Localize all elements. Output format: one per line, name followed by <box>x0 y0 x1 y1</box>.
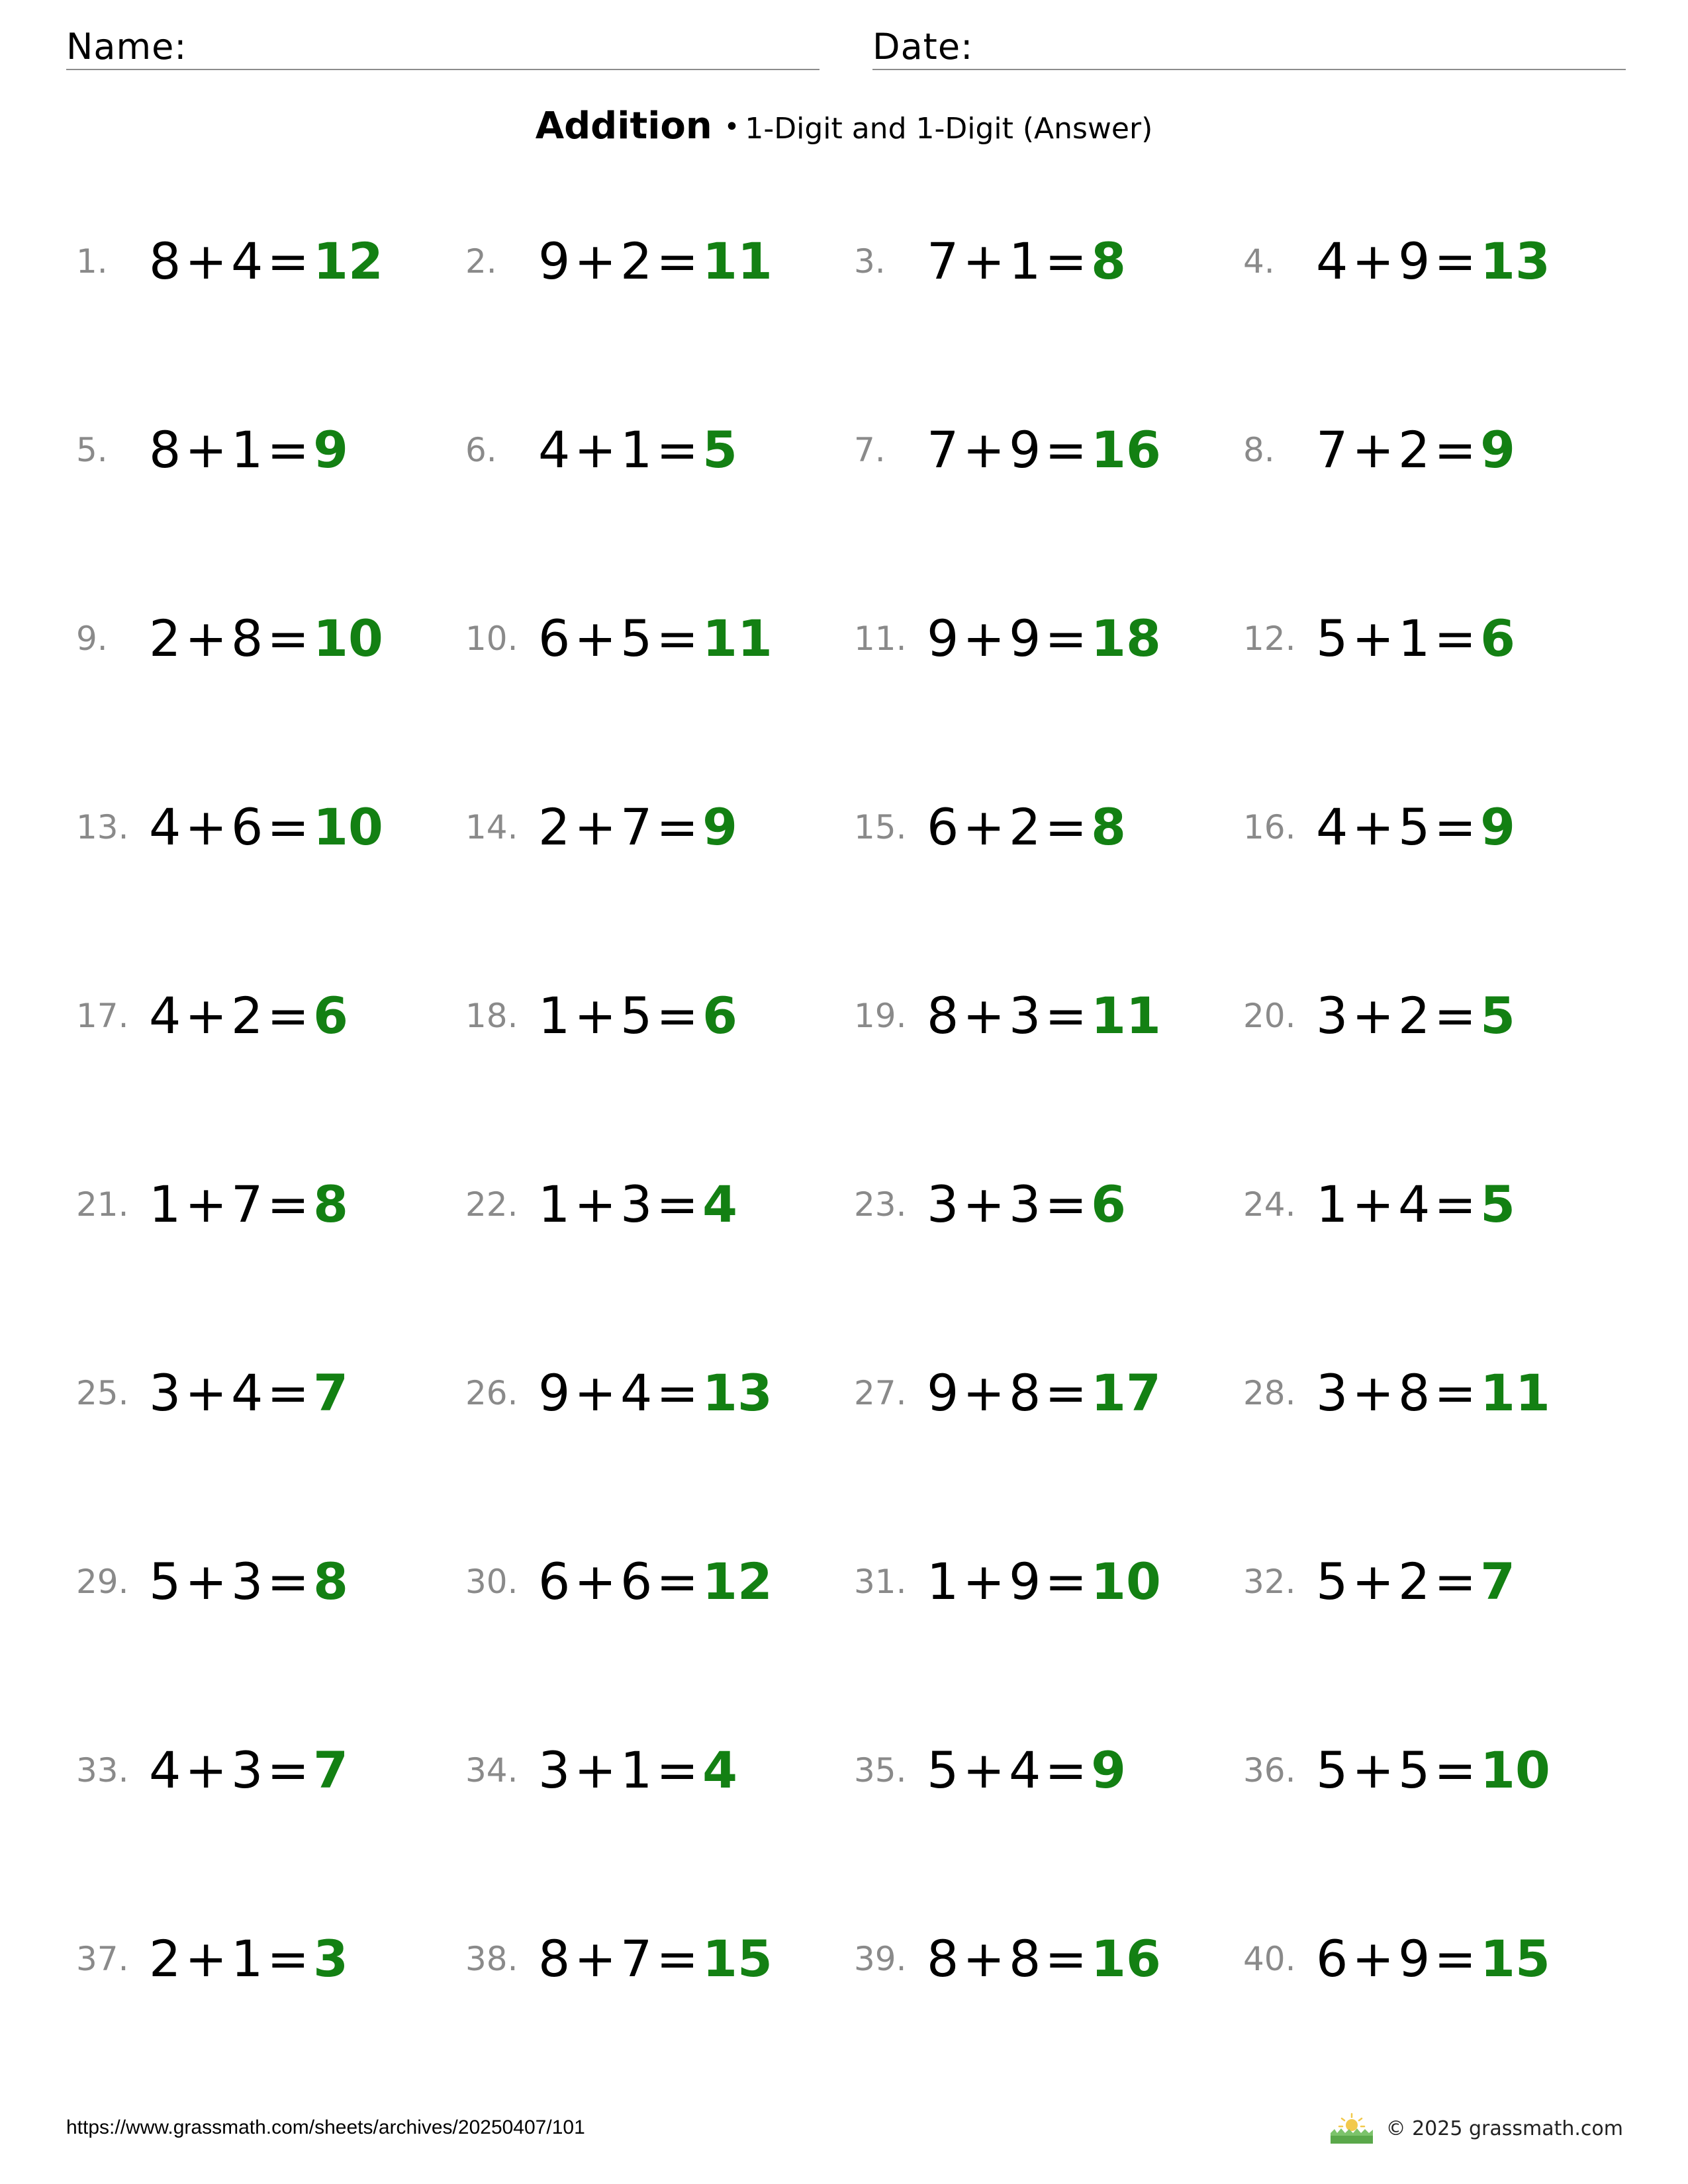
operand-b: 1 <box>620 1741 653 1799</box>
equals-sign: = <box>1045 232 1088 291</box>
answer: 13 <box>702 1363 773 1422</box>
problem-expression <box>149 1171 348 1238</box>
plus-sign: + <box>962 1552 1006 1611</box>
problem-expression <box>149 417 348 483</box>
problem-expression <box>927 794 1126 860</box>
operand-a: 2 <box>149 1929 181 1988</box>
problem-number: 8. <box>1243 431 1275 469</box>
problem-expression <box>538 1737 737 1803</box>
equals-sign: = <box>267 1929 310 1988</box>
problem-number: 35. <box>854 1751 907 1790</box>
operand-a: 8 <box>927 986 959 1045</box>
equals-sign: = <box>267 609 310 668</box>
answer: 7 <box>313 1741 348 1799</box>
plus-sign: + <box>574 797 617 856</box>
operand-b: 9 <box>1398 232 1430 291</box>
equals-sign: = <box>1434 1363 1477 1422</box>
answer: 4 <box>702 1741 737 1799</box>
plus-sign: + <box>185 609 228 668</box>
operand-a: 4 <box>149 1741 181 1799</box>
worksheet-title <box>0 105 1688 148</box>
plus-sign: + <box>185 986 228 1045</box>
problem-expression <box>538 794 737 860</box>
problem-expression <box>149 1549 348 1615</box>
problem-number: 18. <box>465 997 518 1035</box>
plus-sign: + <box>574 986 617 1045</box>
name-field[interactable] <box>66 25 820 70</box>
problem-number: 11. <box>854 619 907 658</box>
operand-a: 8 <box>149 420 181 479</box>
answer: 8 <box>313 1552 348 1611</box>
operand-b: 3 <box>1009 1175 1041 1234</box>
operand-b: 2 <box>1398 1552 1430 1611</box>
plus-sign: + <box>1352 1363 1395 1422</box>
plus-sign: + <box>574 1552 617 1611</box>
plus-sign: + <box>962 986 1006 1045</box>
operand-b: 1 <box>1009 232 1041 291</box>
problem-expression <box>927 1926 1161 1992</box>
operand-b: 3 <box>231 1552 263 1611</box>
operand-b: 3 <box>620 1175 653 1234</box>
equals-sign: = <box>656 1741 699 1799</box>
plus-sign: + <box>962 1741 1006 1799</box>
plus-sign: + <box>185 232 228 291</box>
plus-sign: + <box>574 1741 617 1799</box>
operand-a: 3 <box>538 1741 571 1799</box>
operand-a: 5 <box>1316 1741 1348 1799</box>
problem-number: 19. <box>854 997 907 1035</box>
equals-sign: = <box>1045 797 1088 856</box>
answer: 4 <box>702 1175 737 1234</box>
problem-expression <box>1316 1737 1550 1803</box>
plus-sign: + <box>574 1175 617 1234</box>
equals-sign: = <box>267 1175 310 1234</box>
problem-expression <box>149 228 383 295</box>
plus-sign: + <box>962 1929 1006 1988</box>
operand-a: 5 <box>927 1741 959 1799</box>
plus-sign: + <box>185 1741 228 1799</box>
plus-sign: + <box>185 1175 228 1234</box>
problem-number: 7. <box>854 431 886 469</box>
equals-sign: = <box>1434 797 1477 856</box>
problem-number: 26. <box>465 1374 518 1412</box>
answer: 8 <box>1091 232 1126 291</box>
problem-number: 23. <box>854 1185 907 1224</box>
operand-a: 7 <box>927 420 959 479</box>
operand-a: 6 <box>538 1552 571 1611</box>
answer: 6 <box>1480 609 1515 668</box>
operand-b: 2 <box>231 986 263 1045</box>
problem-number: 1. <box>76 242 108 281</box>
equals-sign: = <box>1045 1741 1088 1799</box>
answer: 15 <box>1480 1929 1550 1988</box>
equals-sign: = <box>656 1929 699 1988</box>
problem-expression <box>538 1360 773 1426</box>
plus-sign: + <box>1352 1552 1395 1611</box>
problem-expression <box>149 1926 348 1992</box>
operand-a: 1 <box>538 1175 571 1234</box>
plus-sign: + <box>185 1552 228 1611</box>
operand-b: 4 <box>231 232 263 291</box>
problem-number: 4. <box>1243 242 1275 281</box>
operand-b: 4 <box>1398 1175 1430 1234</box>
plus-sign: + <box>574 609 617 668</box>
title-bullet: • <box>724 112 740 142</box>
answer: 9 <box>313 420 348 479</box>
equals-sign: = <box>267 232 310 291</box>
answer: 9 <box>1480 420 1515 479</box>
equals-sign: = <box>1434 232 1477 291</box>
grass-sun-logo-icon <box>1328 2112 1376 2145</box>
problem-number: 10. <box>465 619 518 658</box>
operand-b: 5 <box>1398 1741 1430 1799</box>
operand-a: 2 <box>149 609 181 668</box>
operand-a: 8 <box>538 1929 571 1988</box>
problem-number: 36. <box>1243 1751 1296 1790</box>
answer: 11 <box>1480 1363 1550 1422</box>
operand-b: 7 <box>620 1929 653 1988</box>
operand-b: 2 <box>1398 420 1430 479</box>
problem-number: 3. <box>854 242 886 281</box>
equals-sign: = <box>267 1741 310 1799</box>
equals-sign: = <box>656 797 699 856</box>
operand-a: 1 <box>927 1552 959 1611</box>
operand-a: 4 <box>149 986 181 1045</box>
equals-sign: = <box>1045 1552 1088 1611</box>
problem-number: 22. <box>465 1185 518 1224</box>
operand-a: 3 <box>149 1363 181 1422</box>
operand-a: 6 <box>538 609 571 668</box>
problem-number: 14. <box>465 808 518 846</box>
plus-sign: + <box>962 1363 1006 1422</box>
plus-sign: + <box>574 1929 617 1988</box>
equals-sign: = <box>1045 986 1088 1045</box>
operand-a: 6 <box>927 797 959 856</box>
operand-b: 1 <box>231 1929 263 1988</box>
problem-number: 12. <box>1243 619 1296 658</box>
problem-number: 17. <box>76 997 129 1035</box>
answer: 17 <box>1091 1363 1161 1422</box>
operand-a: 1 <box>149 1175 181 1234</box>
operand-a: 9 <box>538 232 571 291</box>
answer: 6 <box>1091 1175 1126 1234</box>
problem-expression <box>927 1360 1161 1426</box>
problem-number: 6. <box>465 431 497 469</box>
answer: 10 <box>1091 1552 1161 1611</box>
problem-expression <box>538 1926 773 1992</box>
equals-sign: = <box>267 986 310 1045</box>
operand-b: 9 <box>1398 1929 1430 1988</box>
problem-number: 15. <box>854 808 907 846</box>
problem-number: 29. <box>76 1563 129 1601</box>
operand-a: 5 <box>1316 1552 1348 1611</box>
equals-sign: = <box>1434 1929 1477 1988</box>
problem-number: 5. <box>76 431 108 469</box>
answer: 5 <box>1480 986 1515 1045</box>
operand-b: 3 <box>231 1741 263 1799</box>
operand-b: 7 <box>231 1175 263 1234</box>
answer: 12 <box>702 1552 773 1611</box>
answer: 9 <box>702 797 737 856</box>
problem-number: 34. <box>465 1751 518 1790</box>
operand-a: 3 <box>927 1175 959 1234</box>
answer: 5 <box>702 420 737 479</box>
equals-sign: = <box>656 420 699 479</box>
plus-sign: + <box>574 232 617 291</box>
operand-b: 8 <box>1009 1929 1041 1988</box>
answer: 7 <box>313 1363 348 1422</box>
problem-expression <box>927 1737 1126 1803</box>
operand-a: 8 <box>149 232 181 291</box>
plus-sign: + <box>1352 609 1395 668</box>
problem-number: 37. <box>76 1940 129 1978</box>
problem-number: 16. <box>1243 808 1296 846</box>
problem-number: 2. <box>465 242 497 281</box>
answer: 16 <box>1091 420 1161 479</box>
plus-sign: + <box>185 1929 228 1988</box>
equals-sign: = <box>1434 609 1477 668</box>
problem-number: 13. <box>76 808 129 846</box>
answer: 5 <box>1480 1175 1515 1234</box>
plus-sign: + <box>1352 1929 1395 1988</box>
problem-expression <box>538 606 773 672</box>
operand-a: 7 <box>927 232 959 291</box>
plus-sign: + <box>185 797 228 856</box>
operand-a: 2 <box>538 797 571 856</box>
answer: 8 <box>313 1175 348 1234</box>
operand-b: 5 <box>620 609 653 668</box>
problem-expression <box>1316 1926 1550 1992</box>
operand-b: 5 <box>1398 797 1430 856</box>
footer-url[interactable]: https://www.grassmath.com/sheets/archives/20250407/101 <box>66 2116 585 2138</box>
plus-sign: + <box>1352 232 1395 291</box>
operand-b: 1 <box>620 420 653 479</box>
equals-sign: = <box>1434 1552 1477 1611</box>
problem-number: 40. <box>1243 1940 1296 1978</box>
problem-number: 21. <box>76 1185 129 1224</box>
problem-expression <box>927 228 1126 295</box>
footer-brand <box>1328 2109 1623 2148</box>
title-subtitle: 1-Digit and 1-Digit (Answer) <box>745 112 1153 146</box>
plus-sign: + <box>1352 1175 1395 1234</box>
answer: 8 <box>1091 797 1126 856</box>
problem-expression <box>1316 417 1515 483</box>
operand-a: 9 <box>538 1363 571 1422</box>
equals-sign: = <box>267 1552 310 1611</box>
operand-a: 4 <box>1316 232 1348 291</box>
problem-expression <box>538 417 737 483</box>
answer: 9 <box>1091 1741 1126 1799</box>
plus-sign: + <box>1352 1741 1395 1799</box>
equals-sign: = <box>656 232 699 291</box>
operand-a: 3 <box>1316 1363 1348 1422</box>
problem-number: 32. <box>1243 1563 1296 1601</box>
equals-sign: = <box>656 1552 699 1611</box>
problem-number: 9. <box>76 619 108 658</box>
plus-sign: + <box>574 1363 617 1422</box>
equals-sign: = <box>267 1363 310 1422</box>
problem-expression <box>149 794 383 860</box>
operand-b: 2 <box>1398 986 1430 1045</box>
plus-sign: + <box>962 232 1006 291</box>
operand-b: 5 <box>620 986 653 1045</box>
problem-expression <box>1316 794 1515 860</box>
answer: 9 <box>1480 797 1515 856</box>
problem-expression <box>1316 606 1515 672</box>
problem-number: 28. <box>1243 1374 1296 1412</box>
operand-b: 8 <box>1398 1363 1430 1422</box>
problem-expression <box>1316 983 1515 1049</box>
plus-sign: + <box>1352 420 1395 479</box>
problem-expression <box>927 417 1161 483</box>
title-main: Addition <box>535 105 712 148</box>
operand-b: 8 <box>231 609 263 668</box>
operand-a: 4 <box>538 420 571 479</box>
problem-number: 20. <box>1243 997 1296 1035</box>
operand-b: 6 <box>620 1552 653 1611</box>
problem-expression <box>1316 1360 1550 1426</box>
problem-expression <box>1316 1171 1515 1238</box>
problem-expression <box>927 1171 1126 1238</box>
answer: 11 <box>1091 986 1161 1045</box>
problem-expression <box>1316 228 1550 295</box>
operand-b: 7 <box>620 797 653 856</box>
date-field[interactable] <box>872 25 1626 70</box>
equals-sign: = <box>1045 1175 1088 1234</box>
problem-expression <box>149 1360 348 1426</box>
date-label: Date: <box>872 26 974 68</box>
operand-b: 8 <box>1009 1363 1041 1422</box>
operand-a: 1 <box>1316 1175 1348 1234</box>
equals-sign: = <box>656 986 699 1045</box>
answer: 6 <box>702 986 737 1045</box>
plus-sign: + <box>185 420 228 479</box>
problem-expression <box>538 983 737 1049</box>
operand-a: 5 <box>149 1552 181 1611</box>
answer: 11 <box>702 609 773 668</box>
operand-a: 9 <box>927 1363 959 1422</box>
operand-a: 4 <box>149 797 181 856</box>
problem-expression <box>538 1549 773 1615</box>
answer: 6 <box>313 986 348 1045</box>
operand-b: 1 <box>231 420 263 479</box>
plus-sign: + <box>962 1175 1006 1234</box>
problem-expression <box>149 1737 348 1803</box>
operand-b: 4 <box>1009 1741 1041 1799</box>
equals-sign: = <box>1434 986 1477 1045</box>
operand-a: 1 <box>538 986 571 1045</box>
plus-sign: + <box>185 1363 228 1422</box>
name-label: Name: <box>66 26 187 68</box>
equals-sign: = <box>656 1175 699 1234</box>
answer: 16 <box>1091 1929 1161 1988</box>
operand-b: 9 <box>1009 1552 1041 1611</box>
operand-b: 1 <box>1398 609 1430 668</box>
plus-sign: + <box>962 797 1006 856</box>
operand-a: 4 <box>1316 797 1348 856</box>
equals-sign: = <box>267 420 310 479</box>
answer: 10 <box>313 797 383 856</box>
operand-a: 6 <box>1316 1929 1348 1988</box>
operand-b: 2 <box>620 232 653 291</box>
operand-b: 4 <box>231 1363 263 1422</box>
problem-expression <box>927 983 1161 1049</box>
operand-b: 2 <box>1009 797 1041 856</box>
equals-sign: = <box>656 1363 699 1422</box>
answer: 11 <box>702 232 773 291</box>
problem-number: 24. <box>1243 1185 1296 1224</box>
answer: 18 <box>1091 609 1161 668</box>
operand-a: 9 <box>927 609 959 668</box>
answer: 10 <box>1480 1741 1550 1799</box>
problem-number: 30. <box>465 1563 518 1601</box>
equals-sign: = <box>267 797 310 856</box>
plus-sign: + <box>1352 797 1395 856</box>
answer: 10 <box>313 609 383 668</box>
answer: 7 <box>1480 1552 1515 1611</box>
plus-sign: + <box>962 420 1006 479</box>
equals-sign: = <box>656 609 699 668</box>
problem-expression <box>538 228 773 295</box>
equals-sign: = <box>1045 1929 1088 1988</box>
operand-b: 3 <box>1009 986 1041 1045</box>
operand-a: 5 <box>1316 609 1348 668</box>
plus-sign: + <box>1352 986 1395 1045</box>
problem-expression <box>149 983 348 1049</box>
problem-expression <box>1316 1549 1515 1615</box>
problem-number: 31. <box>854 1563 907 1601</box>
operand-a: 8 <box>927 1929 959 1988</box>
problem-number: 38. <box>465 1940 518 1978</box>
equals-sign: = <box>1045 420 1088 479</box>
problem-number: 27. <box>854 1374 907 1412</box>
operand-b: 4 <box>620 1363 653 1422</box>
problem-expression <box>927 606 1161 672</box>
problem-number: 33. <box>76 1751 129 1790</box>
equals-sign: = <box>1045 609 1088 668</box>
equals-sign: = <box>1434 420 1477 479</box>
answer: 12 <box>313 232 383 291</box>
operand-b: 6 <box>231 797 263 856</box>
answer: 13 <box>1480 232 1550 291</box>
equals-sign: = <box>1434 1175 1477 1234</box>
plus-sign: + <box>574 420 617 479</box>
footer-copyright: © 2025 grassmath.com <box>1385 2116 1623 2140</box>
problem-number: 25. <box>76 1374 129 1412</box>
operand-a: 3 <box>1316 986 1348 1045</box>
operand-a: 7 <box>1316 420 1348 479</box>
problem-expression <box>149 606 383 672</box>
equals-sign: = <box>1434 1741 1477 1799</box>
operand-b: 9 <box>1009 609 1041 668</box>
problem-expression <box>927 1549 1161 1615</box>
answer: 15 <box>702 1929 773 1988</box>
answer: 3 <box>313 1929 348 1988</box>
operand-b: 9 <box>1009 420 1041 479</box>
equals-sign: = <box>1045 1363 1088 1422</box>
problem-number: 39. <box>854 1940 907 1978</box>
problem-expression <box>538 1171 737 1238</box>
plus-sign: + <box>962 609 1006 668</box>
